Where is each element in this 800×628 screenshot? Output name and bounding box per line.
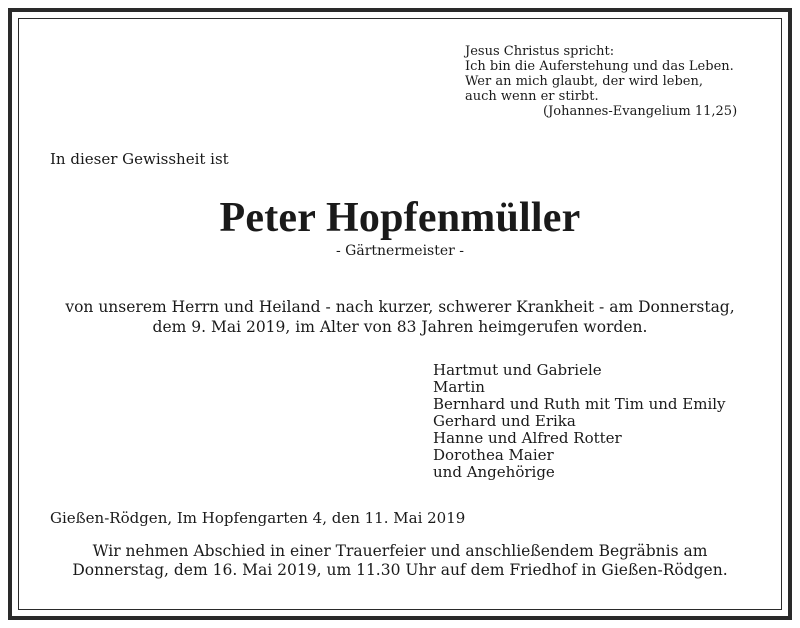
death-announcement bbox=[0, 297, 800, 337]
quote-line: Wer an mich glaubt, der wird leben, bbox=[465, 74, 703, 89]
announcement-line: von unserem Herrn und Heiland - nach kurzer, schwerer Krankheit - am Donnerstag, bbox=[65, 298, 735, 316]
mourner-entry: Hanne und Alfred Rotter bbox=[433, 429, 622, 447]
mourner-entry: und Angehörige bbox=[433, 463, 555, 481]
place-and-date: Gießen-Rödgen, Im Hopfengarten 4, den 11. Mai 2019 bbox=[50, 509, 466, 527]
deceased-name: Peter Hopfenmüller bbox=[219, 195, 581, 241]
funeral-line: Wir nehmen Abschied in einer Trauerfeier und anschließendem Begräbnis am bbox=[92, 542, 708, 560]
bible-quote bbox=[465, 44, 737, 119]
lead-text: In dieser Gewissheit ist bbox=[50, 150, 229, 168]
announcement-line: dem 9. Mai 2019, im Alter von 83 Jahren heimgerufen worden. bbox=[152, 318, 648, 336]
mourner-entry: Hartmut und Gabriele bbox=[433, 361, 602, 379]
funeral-notice bbox=[0, 542, 800, 580]
quote-reference: (Johannes-Evangelium 11,25) bbox=[543, 104, 738, 119]
quote-line: Jesus Christus spricht: bbox=[465, 44, 615, 59]
mourner-entry: Dorothea Maier bbox=[433, 446, 554, 464]
mourners-list bbox=[433, 362, 726, 481]
mourner-entry: Bernhard und Ruth mit Tim und Emily bbox=[433, 395, 726, 413]
mourner-entry: Martin bbox=[433, 378, 485, 396]
deceased-profession: - Gärtnermeister - bbox=[335, 243, 465, 259]
quote-line: auch wenn er stirbt. bbox=[465, 89, 599, 104]
quote-line: Ich bin die Auferstehung und das Leben. bbox=[465, 59, 734, 74]
funeral-line: Donnerstag, dem 16. Mai 2019, um 11.30 Uhr auf dem Friedhof in Gießen-Rödgen. bbox=[72, 561, 728, 579]
mourner-entry: Gerhard und Erika bbox=[433, 412, 576, 430]
